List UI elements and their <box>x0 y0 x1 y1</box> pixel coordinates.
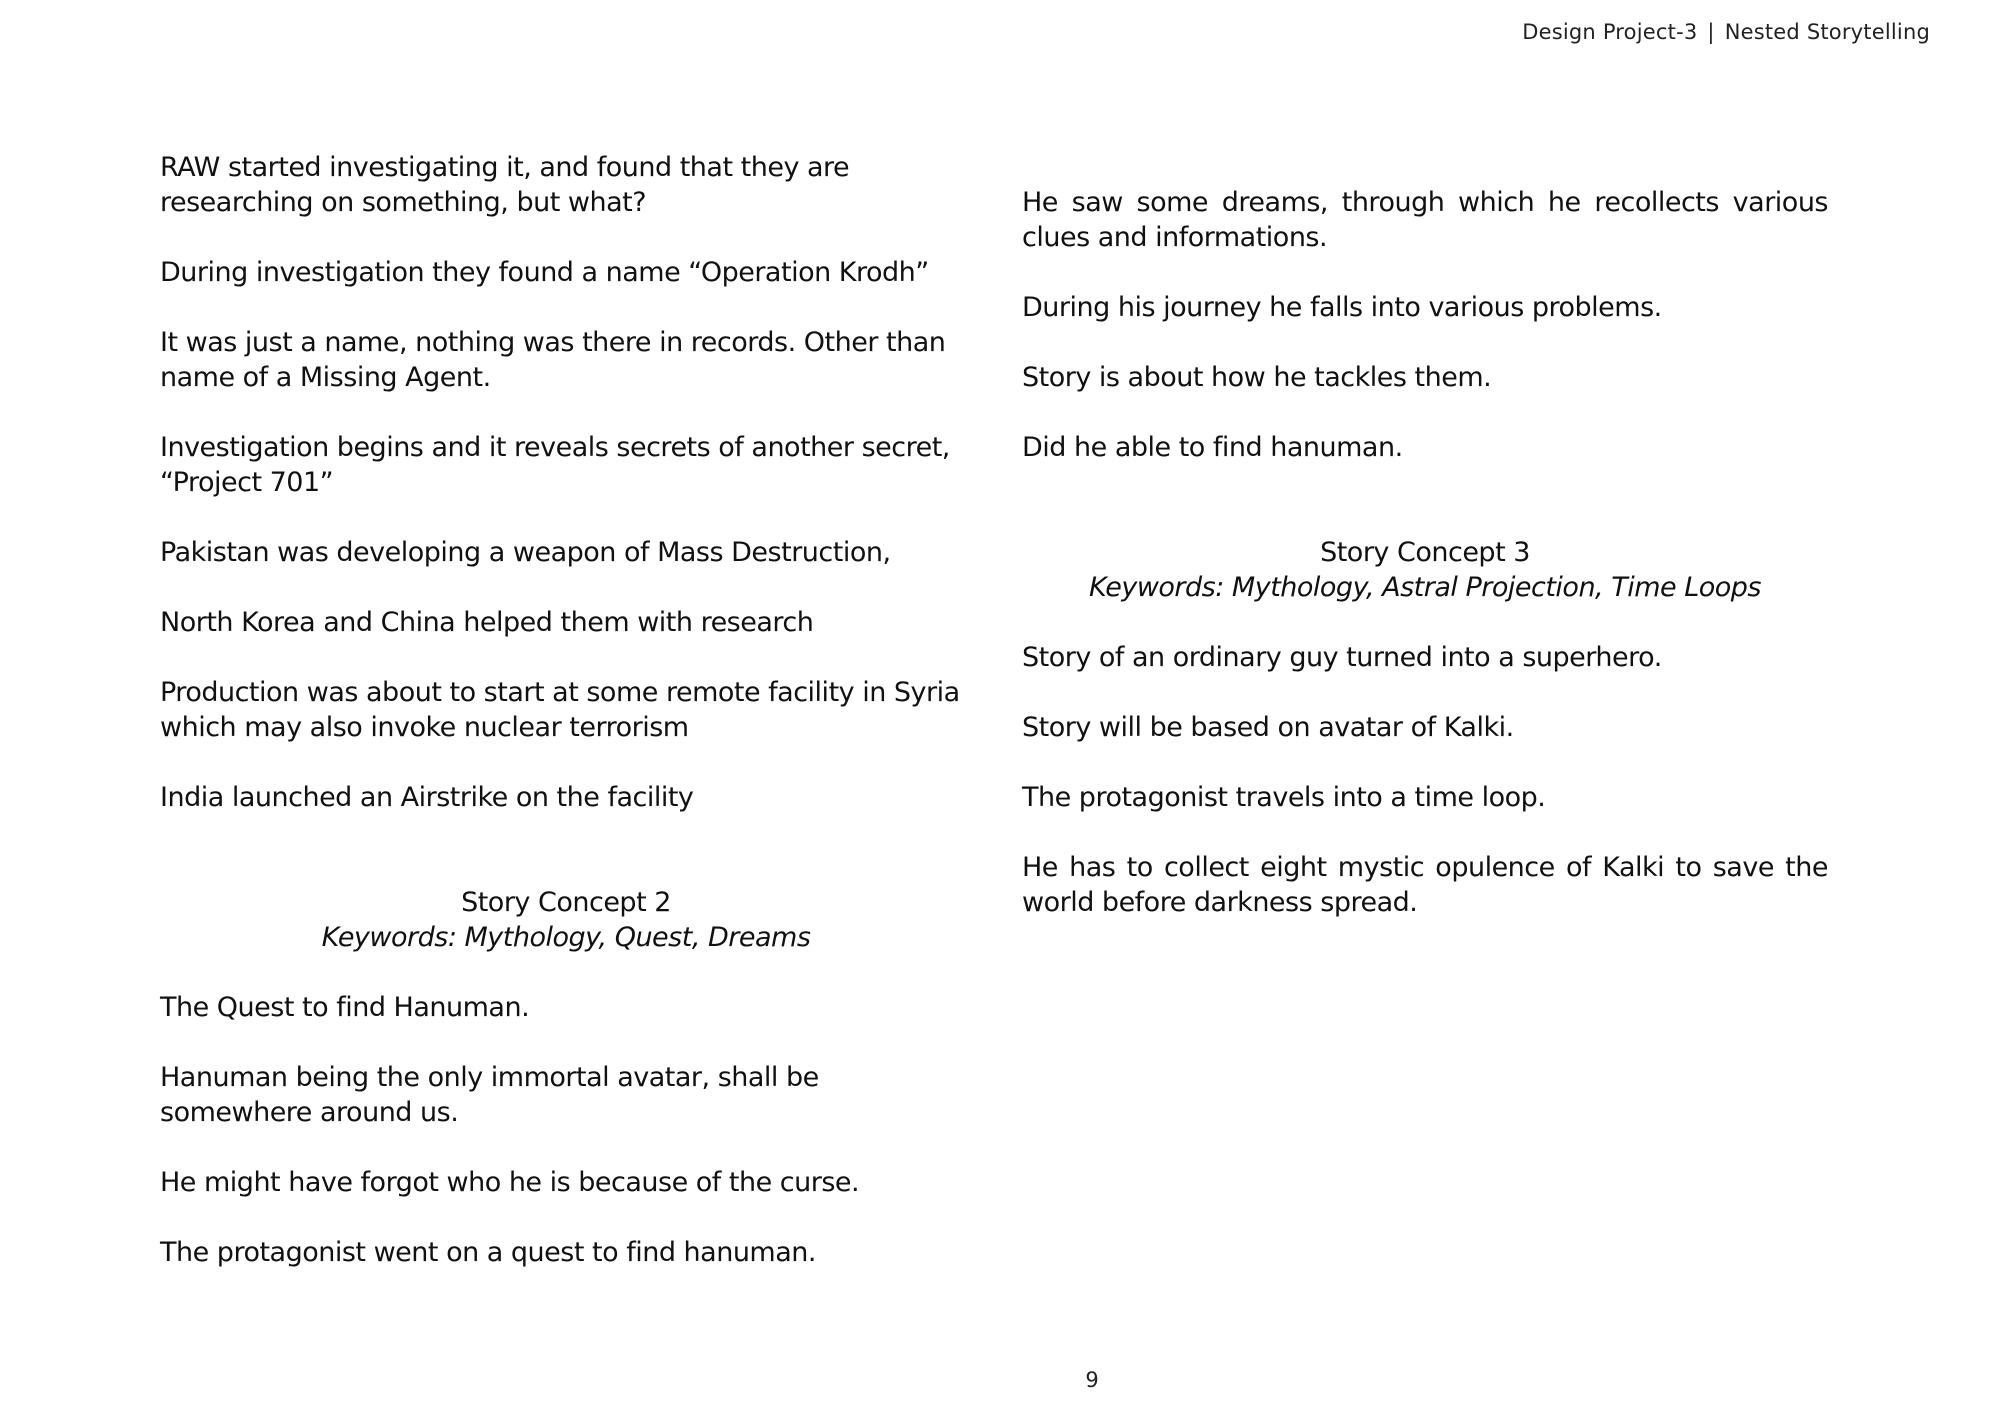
concept-keywords: Keywords: Mythology, Astral Projection, Time Loops <box>1089 572 1761 603</box>
right-column <box>1022 185 1828 955</box>
header-subtitle: Nested Storytelling <box>1724 20 1930 44</box>
paragraph: Story will be based on avatar of Kalki. <box>1022 712 1514 743</box>
concept-keywords: Keywords: Mythology, Quest, Dreams <box>321 922 811 953</box>
page-number: 9 <box>1085 1368 1099 1392</box>
paragraph: Did he able to find hanuman. <box>1022 432 1403 463</box>
concept-title: Story Concept 3 <box>1320 537 1530 568</box>
paragraph: Story is about how he tackles them. <box>1022 362 1492 393</box>
paragraph: The protagonist went on a quest to find hanuman. <box>160 1237 816 1268</box>
left-column <box>160 150 972 1305</box>
paragraph: The Quest to find Hanuman. <box>160 992 530 1023</box>
paragraph: During his journey he falls into various problems. <box>1022 292 1662 323</box>
paragraph: Pakistan was developing a weapon of Mass Destruction, <box>160 537 891 568</box>
paragraph: He might have forgot who he is because of the curse. <box>160 1167 860 1198</box>
paragraph: During investigation they found a name “Operation Krodh” <box>160 257 929 288</box>
paragraph: He saw some dreams, through which he recollects various clues and informations. <box>1022 187 1828 253</box>
paragraph: RAW started investigating it, and found that they are researching on something, but what? <box>160 152 850 218</box>
paragraph: Investigation begins and it reveals secrets of another secret, “Project 701” <box>160 432 950 498</box>
paragraph: Hanuman being the only immortal avatar, shall be somewhere around us. <box>160 1062 819 1128</box>
concept-title: Story Concept 2 <box>461 887 671 918</box>
story-concept-2-heading <box>160 885 972 955</box>
story-concept-3-heading <box>1022 535 1828 605</box>
paragraph: North Korea and China helped them with research <box>160 607 814 638</box>
project-name: Design Project-3 <box>1522 20 1698 44</box>
paragraph: India launched an Airstrike on the facility <box>160 782 694 813</box>
paragraph: Production was about to start at some remote facility in Syria which may also invoke nuclear terrorism <box>160 677 960 743</box>
paragraph: Story of an ordinary guy turned into a superhero. <box>1022 642 1662 673</box>
page-header <box>1522 20 1930 44</box>
header-separator: | <box>1707 20 1715 44</box>
paragraph: He has to collect eight mystic opulence of Kalki to save the world before darkness spread. <box>1022 852 1828 918</box>
paragraph: The protagonist travels into a time loop. <box>1022 782 1546 813</box>
paragraph: It was just a name, nothing was there in records. Other than name of a Missing Agent. <box>160 327 946 393</box>
